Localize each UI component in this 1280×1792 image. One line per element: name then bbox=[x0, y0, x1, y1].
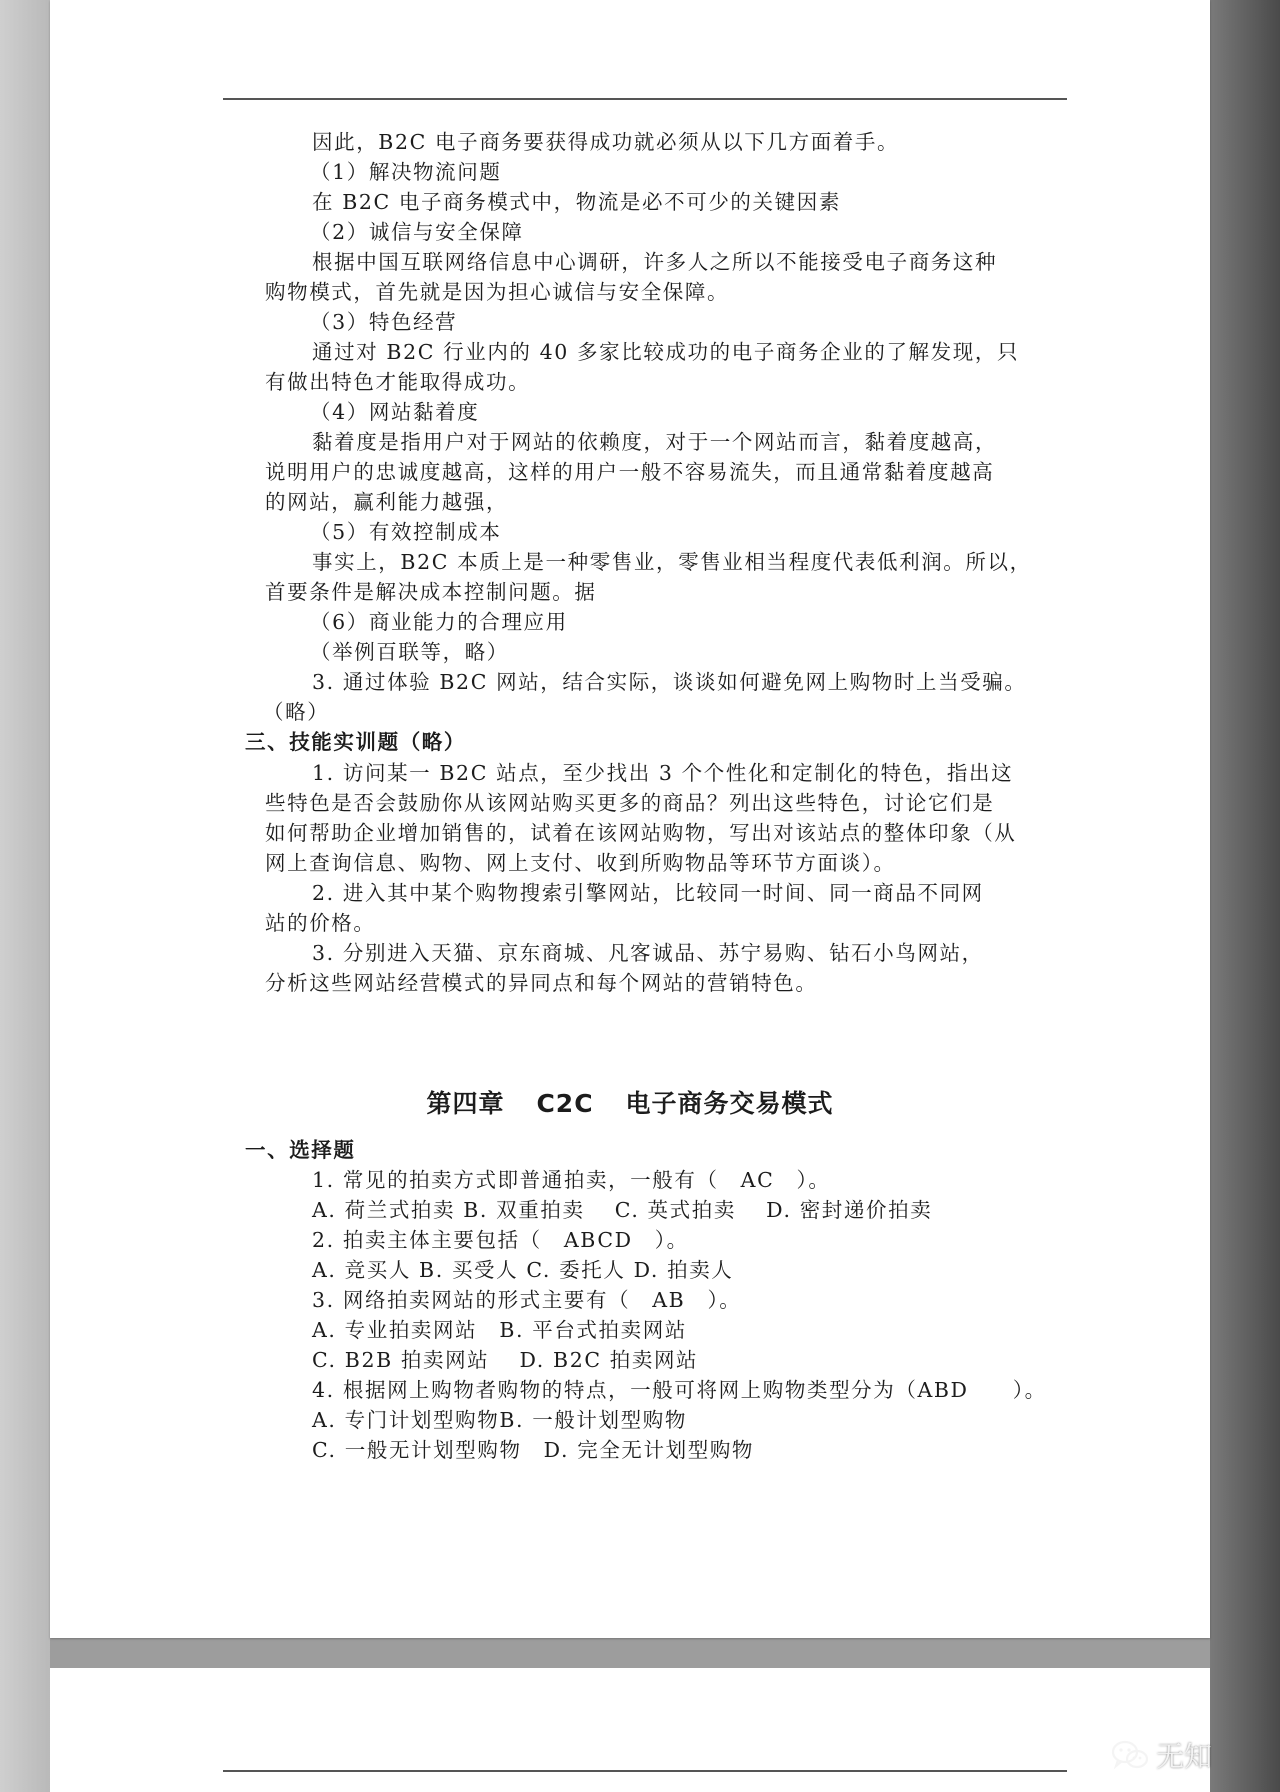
text-line: 因此，B2C 电子商务要获得成功就必须从以下几方面着手。 bbox=[312, 130, 900, 154]
text-line: 1. 访问某一 B2C 站点，至少找出 3 个个性化和定制化的特色，指出这 bbox=[312, 761, 1014, 785]
text-line: （略） bbox=[263, 700, 330, 724]
chapter-title bbox=[50, 1084, 1210, 1120]
option-line: C. 一般无计划型购物 D. 完全无计划型购物 bbox=[312, 1438, 755, 1462]
chapter-code: C2C bbox=[536, 1089, 594, 1118]
chapter-name: 电子商务交易模式 bbox=[625, 1089, 834, 1118]
text-line: 的网站，赢利能力越强， bbox=[265, 490, 509, 514]
document-page-2 bbox=[50, 1668, 1213, 1792]
text-line: 些特色是否会鼓励你从该网站购买更多的商品？列出这些特色，讨论它们是 bbox=[265, 791, 995, 815]
text-line: 购物模式，首先就是因为担心诚信与安全保障。 bbox=[265, 280, 730, 304]
option-line: A. 专业拍卖网站 B. 平台式拍卖网站 bbox=[312, 1318, 687, 1342]
text-line: 通过对 B2C 行业内的 40 多家比较成功的电子商务企业的了解发现，只 bbox=[312, 340, 1020, 364]
text-line: 在 B2C 电子商务模式中，物流是必不可少的关键因素 bbox=[312, 190, 841, 214]
text-line: 分析这些网站经营模式的异同点和每个网站的营销特色。 bbox=[265, 971, 818, 995]
section-heading-skills: 三、技能实训题（略） bbox=[245, 730, 466, 754]
text-line: （2）诚信与安全保障 bbox=[310, 220, 524, 244]
viewer-background-right bbox=[1210, 0, 1280, 1792]
header-rule bbox=[223, 98, 1067, 100]
text-line: （5）有效控制成本 bbox=[310, 520, 502, 544]
text-line: 如何帮助企业增加销售的，试着在该网站购物，写出对该站点的整体印象（从 bbox=[265, 821, 1017, 845]
text-line: 事实上，B2C 本质上是一种零售业，零售业相当程度代表低利润。所以， bbox=[312, 550, 1032, 574]
watermark bbox=[1110, 1735, 1212, 1775]
question-line: 2. 拍卖主体主要包括（ ABCD ）。 bbox=[312, 1228, 689, 1252]
option-line: A. 竞买人 B. 买受人 C. 委托人 D. 拍卖人 bbox=[312, 1258, 734, 1282]
text-line: （1）解决物流问题 bbox=[310, 160, 502, 184]
text-line: 首要条件是解决成本控制问题。据 bbox=[265, 580, 597, 604]
question-line: 1. 常见的拍卖方式即普通拍卖，一般有（ AC ）。 bbox=[312, 1168, 831, 1192]
watermark-text: 无知 bbox=[1156, 1740, 1213, 1773]
document-page-1 bbox=[50, 0, 1210, 1638]
option-line: A. 专门计划型购物B. 一般计划型购物 bbox=[312, 1408, 687, 1432]
viewer-background-left bbox=[0, 0, 50, 1792]
question-line: 4. 根据网上购物者购物的特点，一般可将网上购物类型分为（ABD ）。 bbox=[312, 1378, 1047, 1402]
text-line: （举例百联等，略） bbox=[310, 640, 509, 664]
text-line: 2. 进入其中某个购物搜索引擎网站，比较同一时间、同一商品不同网 bbox=[312, 881, 984, 905]
text-line: 3. 通过体验 B2C 网站，结合实际，谈谈如何避免网上购物时上当受骗。 bbox=[312, 670, 1027, 694]
text-line: （4）网站黏着度 bbox=[310, 400, 480, 424]
text-line: 3. 分别进入天猫、京东商城、凡客诚品、苏宁易购、钻石小鸟网站， bbox=[312, 941, 984, 965]
option-line: A. 荷兰式拍卖 B. 双重拍卖 C. 英式拍卖 D. 密封递价拍卖 bbox=[312, 1198, 933, 1222]
text-line: （6）商业能力的合理应用 bbox=[310, 610, 568, 634]
text-line: 说明用户的忠诚度越高，这样的用户一般不容易流失，而且通常黏着度越高 bbox=[265, 460, 995, 484]
option-line: C. B2B 拍卖网站 D. B2C 拍卖网站 bbox=[312, 1348, 699, 1372]
text-line: （3）特色经营 bbox=[310, 310, 458, 334]
text-line: 根据中国互联网络信息中心调研，许多人之所以不能接受电子商务这种 bbox=[312, 250, 998, 274]
text-line: 黏着度是指用户对于网站的依赖度，对于一个网站而言，黏着度越高， bbox=[312, 430, 998, 454]
question-line: 3. 网络拍卖网站的形式主要有（ AB ）。 bbox=[312, 1288, 742, 1312]
chapter-number: 第四章 bbox=[426, 1089, 505, 1118]
section-heading-choice: 一、选择题 bbox=[245, 1138, 356, 1162]
text-line: 有做出特色才能取得成功。 bbox=[265, 370, 531, 394]
text-line: 站的价格。 bbox=[265, 911, 376, 935]
wechat-icon bbox=[1110, 1739, 1150, 1771]
header-rule bbox=[223, 1770, 1067, 1772]
text-line: 网上查询信息、购物、网上支付、收到所购物品等环节方面谈）。 bbox=[265, 851, 896, 875]
